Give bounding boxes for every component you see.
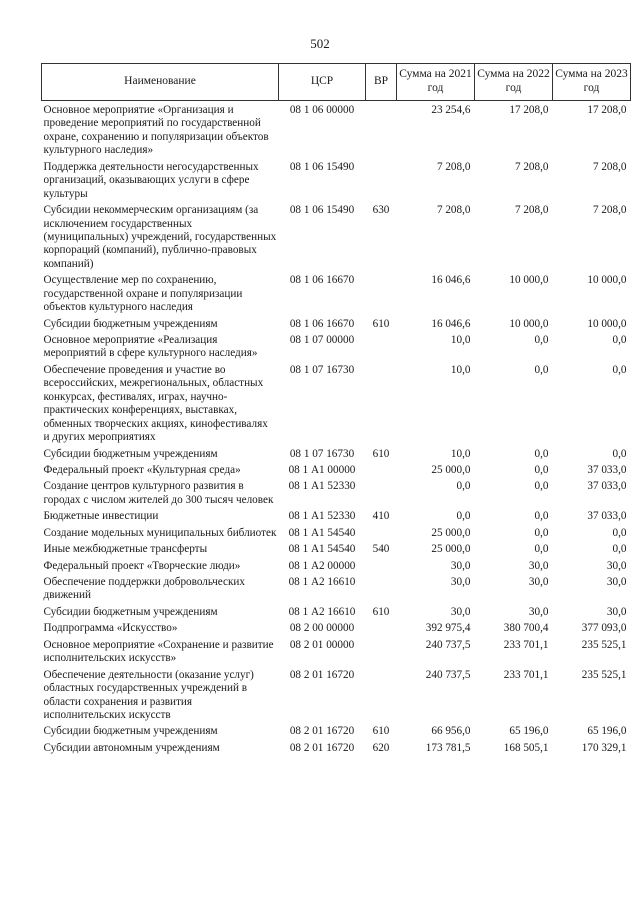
row-csr: 08 1 07 16730 xyxy=(289,447,355,460)
row-vr: 620 xyxy=(372,741,390,754)
row-vr: 610 xyxy=(372,725,390,738)
row-name: Обеспечение поддержки добровольческих движений xyxy=(43,576,245,602)
table-row xyxy=(42,510,631,526)
row-sum-2023: 0,0 xyxy=(612,526,627,539)
table-row xyxy=(42,101,631,161)
row-csr: 08 1 06 16670 xyxy=(289,317,355,330)
row-sum-2022: 233 701,1 xyxy=(503,638,549,651)
row-name: Федеральный проект «Культурная среда» xyxy=(43,463,241,476)
row-sum-2023: 377 093,0 xyxy=(581,622,627,635)
row-sum-2023: 17 208,0 xyxy=(587,104,627,116)
row-sum-2023: 235 525,1 xyxy=(581,668,627,681)
row-sum-2022: 30,0 xyxy=(528,605,549,618)
row-sum-2022: 168 505,1 xyxy=(503,741,549,754)
row-sum-2022: 17 208,0 xyxy=(509,104,549,116)
row-name: Субсидии бюджетным учреждениям xyxy=(43,447,218,460)
row-sum-2022: 0,0 xyxy=(534,334,549,346)
row-sum-2021: 10,0 xyxy=(450,363,471,376)
row-sum-2022: 0,0 xyxy=(534,447,549,460)
row-csr: 08 1 А1 00000 xyxy=(288,463,356,476)
budget-table xyxy=(41,63,631,758)
table-row xyxy=(42,480,631,510)
row-name: Создание модельных муниципальных библиотек xyxy=(43,526,277,539)
row-vr xyxy=(366,274,397,317)
row-sum-2021: 7 208,0 xyxy=(436,160,471,173)
row-sum-2021: 240 737,5 xyxy=(425,638,471,651)
row-sum-2021: 10,0 xyxy=(450,447,471,460)
row-csr: 08 2 01 16720 xyxy=(289,668,355,681)
header-sum-2022: Сумма на 2022 год xyxy=(475,64,553,101)
row-csr: 08 1 А1 52330 xyxy=(288,480,356,493)
row-vr: 410 xyxy=(372,510,390,523)
row-vr xyxy=(366,576,397,606)
row-name: Создание центров культурного развития в городах с числом жителей до 300 тысяч человек xyxy=(43,480,274,506)
row-sum-2023: 10 000,0 xyxy=(587,317,627,330)
row-vr xyxy=(366,161,397,204)
row-vr: 540 xyxy=(372,543,390,556)
row-sum-2023: 235 525,1 xyxy=(581,638,627,651)
row-sum-2021: 30,0 xyxy=(450,559,471,572)
row-csr: 08 1 А1 52330 xyxy=(288,510,356,523)
table-row xyxy=(42,622,631,638)
row-vr xyxy=(366,669,397,726)
row-sum-2021: 66 956,0 xyxy=(431,725,471,738)
row-sum-2023: 30,0 xyxy=(606,559,627,572)
row-sum-2023: 30,0 xyxy=(606,576,627,588)
row-vr: 610 xyxy=(372,317,390,330)
row-name: Субсидии автономным учреждениям xyxy=(43,741,220,754)
row-sum-2021: 0,0 xyxy=(456,510,471,523)
row-sum-2023: 30,0 xyxy=(606,605,627,618)
row-sum-2022: 0,0 xyxy=(534,526,549,539)
row-csr: 08 1 06 15490 xyxy=(289,204,355,217)
row-sum-2023: 37 033,0 xyxy=(587,510,627,523)
row-sum-2021: 7 208,0 xyxy=(436,204,471,217)
row-vr xyxy=(366,334,397,364)
row-sum-2023: 65 196,0 xyxy=(587,725,627,738)
table-row xyxy=(42,669,631,726)
row-name: Субсидии бюджетным учреждениям xyxy=(43,725,218,738)
row-sum-2021: 240 737,5 xyxy=(425,668,471,681)
header-sum-2021: Сумма на 2021 год xyxy=(397,64,475,101)
row-sum-2022: 380 700,4 xyxy=(503,622,549,635)
row-csr: 08 1 07 16730 xyxy=(289,363,355,376)
row-sum-2022: 0,0 xyxy=(534,480,549,493)
table-row xyxy=(42,464,631,480)
row-sum-2021: 25 000,0 xyxy=(431,526,471,539)
row-sum-2023: 7 208,0 xyxy=(592,160,627,173)
row-name: Федеральный проект «Творческие люди» xyxy=(43,559,241,572)
row-name: Бюджетные инвестиции xyxy=(43,510,159,523)
table-row xyxy=(42,742,631,758)
table-row xyxy=(42,364,631,448)
row-sum-2022: 7 208,0 xyxy=(514,160,549,173)
table-row xyxy=(42,448,631,464)
row-vr xyxy=(366,560,397,576)
row-csr: 08 1 А2 16610 xyxy=(288,576,356,588)
row-csr: 08 1 06 16670 xyxy=(289,274,355,287)
header-sum-2023: Сумма на 2023 год xyxy=(553,64,631,101)
row-sum-2021: 16 046,6 xyxy=(431,274,471,287)
row-sum-2022: 0,0 xyxy=(534,510,549,523)
row-name: Осуществление мер по сохранению, государственной охране и популяризации объектов культурного наследия xyxy=(43,274,243,314)
row-sum-2021: 25 000,0 xyxy=(431,543,471,556)
row-csr: 08 2 00 00000 xyxy=(289,622,355,635)
table-header-row xyxy=(42,64,631,101)
row-sum-2022: 30,0 xyxy=(528,576,549,588)
row-sum-2023: 0,0 xyxy=(612,363,627,376)
row-vr xyxy=(366,364,397,448)
row-vr xyxy=(366,622,397,638)
row-sum-2023: 37 033,0 xyxy=(587,463,627,476)
row-name: Основное мероприятие «Организация и проведение мероприятий по государственной охране, сохранению и популяризации объектов культурного наследия» xyxy=(43,104,269,157)
row-csr: 08 1 А2 00000 xyxy=(288,559,356,572)
row-csr: 08 2 01 16720 xyxy=(289,725,355,738)
table-row xyxy=(42,606,631,622)
row-csr: 08 1 07 00000 xyxy=(289,334,355,346)
row-vr xyxy=(366,527,397,543)
row-sum-2022: 10 000,0 xyxy=(509,274,549,287)
row-sum-2022: 233 701,1 xyxy=(503,668,549,681)
row-name: Основное мероприятие «Реализация мероприятий в сфере культурного наследия» xyxy=(43,334,258,360)
page-number: 502 xyxy=(310,36,330,51)
row-name: Субсидии некоммерческим организациям (за исключением государственных (муниципальных) учреждений, государственных корпораций (компаний), публично-правовых компаний) xyxy=(43,204,277,270)
row-sum-2023: 0,0 xyxy=(612,447,627,460)
row-name: Обеспечение проведения и участие во всероссийских, межрегиональных, областных конкурсах, фестивалях, играх, научно-практических конференциях, выставках, обменных творческих акциях, кинофестивалях и других мероприятиях xyxy=(43,363,268,444)
row-vr xyxy=(366,639,397,669)
row-sum-2022: 30,0 xyxy=(528,559,549,572)
row-vr xyxy=(366,101,397,161)
header-csr: ЦСР xyxy=(279,64,366,101)
table-row xyxy=(42,334,631,364)
table-row xyxy=(42,543,631,559)
header-name: Наименование xyxy=(42,64,279,101)
row-vr: 610 xyxy=(372,605,390,618)
row-name: Подпрограмма «Искусство» xyxy=(43,622,178,635)
row-sum-2023: 0,0 xyxy=(612,334,627,346)
table-row xyxy=(42,527,631,543)
row-csr: 08 2 01 16720 xyxy=(289,741,355,754)
table-row xyxy=(42,161,631,204)
row-csr: 08 1 06 15490 xyxy=(289,160,355,173)
row-name: Обеспечение деятельности (оказание услуг) областных государственных учреждений в области сохранения и развития исполнительских искусств xyxy=(43,668,254,721)
row-name: Субсидии бюджетным учреждениям xyxy=(43,605,218,618)
row-csr: 08 1 А2 16610 xyxy=(288,605,356,618)
row-name: Поддержка деятельности негосударственных организаций, оказывающих услуги в сфере культуры xyxy=(43,160,259,200)
row-sum-2022: 0,0 xyxy=(534,463,549,476)
row-sum-2021: 16 046,6 xyxy=(431,317,471,330)
row-sum-2022: 10 000,0 xyxy=(509,317,549,330)
table-row xyxy=(42,274,631,317)
row-sum-2022: 0,0 xyxy=(534,363,549,376)
row-sum-2021: 25 000,0 xyxy=(431,463,471,476)
row-sum-2021: 173 781,5 xyxy=(425,741,471,754)
row-name: Субсидии бюджетным учреждениям xyxy=(43,317,218,330)
table-row xyxy=(42,560,631,576)
table-row xyxy=(42,639,631,669)
row-sum-2022: 65 196,0 xyxy=(509,725,549,738)
table-row xyxy=(42,318,631,334)
row-sum-2023: 37 033,0 xyxy=(587,480,627,493)
row-sum-2021: 30,0 xyxy=(450,576,471,588)
row-vr: 630 xyxy=(372,204,390,217)
table-row xyxy=(42,204,631,274)
row-vr xyxy=(366,480,397,510)
row-csr: 08 1 06 00000 xyxy=(289,104,355,116)
row-vr xyxy=(366,464,397,480)
row-sum-2021: 0,0 xyxy=(456,480,471,493)
row-sum-2022: 0,0 xyxy=(534,543,549,556)
row-name: Основное мероприятие «Сохранение и развитие исполнительских искусств» xyxy=(43,638,274,665)
row-csr: 08 1 А1 54540 xyxy=(288,526,356,539)
row-csr: 08 2 01 00000 xyxy=(289,638,355,651)
row-sum-2021: 10,0 xyxy=(450,334,471,346)
row-vr: 610 xyxy=(372,447,390,460)
row-name: Иные межбюджетные трансферты xyxy=(43,543,208,556)
table-row xyxy=(42,725,631,741)
table-row xyxy=(42,576,631,606)
header-vr: ВР xyxy=(366,64,397,101)
row-sum-2023: 0,0 xyxy=(612,543,627,556)
row-sum-2021: 30,0 xyxy=(450,605,471,618)
row-sum-2021: 392 975,4 xyxy=(425,622,471,635)
row-sum-2023: 170 329,1 xyxy=(581,741,627,754)
row-csr: 08 1 А1 54540 xyxy=(288,543,356,556)
row-sum-2023: 10 000,0 xyxy=(587,274,627,287)
row-sum-2021: 23 254,6 xyxy=(431,104,471,116)
row-sum-2022: 7 208,0 xyxy=(514,204,549,217)
row-sum-2023: 7 208,0 xyxy=(592,204,627,217)
